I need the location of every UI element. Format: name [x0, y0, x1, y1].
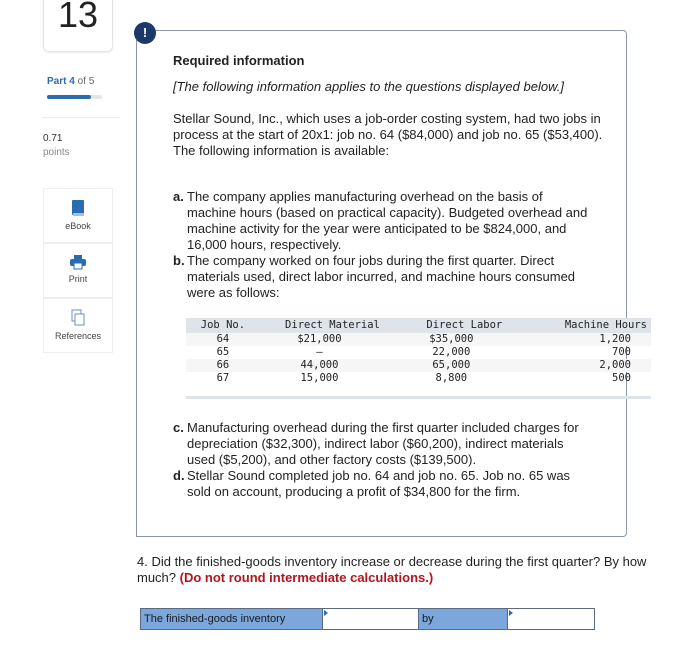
references-label: References	[54, 331, 102, 341]
header-direct-material: Direct Material	[260, 318, 405, 333]
table-cell: 15,000	[300, 372, 339, 384]
question-instruction: (Do not round intermediate calculations.)	[179, 570, 434, 585]
item-text: The company applies manufacturing overhead on the basis of machine hours (based on practical capacity). Budgeted overhead and machine activity for the year were anticipated to be $824,000, and 16,000 hours, respectively.	[187, 189, 588, 252]
info-note: [The following information applies to the questions displayed below.]	[173, 79, 564, 94]
references-button[interactable]	[43, 298, 113, 353]
table-row	[186, 359, 651, 372]
table-cell: 8,800	[435, 372, 468, 384]
header-machine-hours: Machine Hours	[524, 318, 651, 333]
table-cell: 22,000	[432, 346, 471, 358]
increase-decrease-dropdown[interactable]	[322, 609, 419, 629]
points	[43, 132, 70, 160]
header-job-no: Job No.	[186, 318, 260, 333]
print-button[interactable]	[43, 243, 113, 298]
list-item	[173, 189, 588, 253]
table-row	[186, 333, 651, 346]
table-cell: 64	[186, 333, 260, 346]
item-text: Stellar Sound completed job no. 64 and job no. 65. Job no. 65 was sold on account, producing a profit of $34,800 for the firm.	[187, 468, 571, 499]
table-cell: 44,000	[260, 359, 405, 372]
list-item	[173, 253, 588, 301]
table-footer-rule	[186, 396, 651, 399]
item-text: The company worked on four jobs during the first quarter. Direct materials used, direct labor incurred, and machine hours consumed were as follows:	[187, 253, 576, 300]
item-letter: a.	[173, 189, 184, 204]
timeline-line	[136, 40, 137, 537]
answer-row	[140, 608, 595, 630]
info-title: Required information	[173, 53, 305, 68]
points-value: 0.71	[43, 133, 63, 144]
item-text: Manufacturing overhead during the first quarter included charges for depreciation ($32,300), indirect labor ($60,200), indirect materials used ($5,200), and other factory costs ($139,500).	[187, 420, 579, 467]
table-cell: 1,200	[524, 333, 651, 346]
table-cell: 65,000	[405, 359, 523, 372]
header-direct-labor: Direct Labor	[405, 318, 523, 333]
table-cell: 700	[612, 346, 631, 358]
divider	[42, 117, 120, 118]
list-item	[173, 420, 588, 468]
ebook-button[interactable]	[43, 188, 113, 243]
part-label: Part 4	[47, 76, 75, 87]
item-letter: b.	[173, 253, 185, 268]
printer-icon	[69, 254, 87, 270]
list-item	[173, 468, 588, 500]
answer-label-inventory: The finished-goods inventory	[141, 609, 322, 629]
part-progress-bar	[47, 95, 102, 99]
amount-input[interactable]	[507, 609, 594, 629]
print-label: Print	[68, 274, 88, 284]
book-icon	[70, 199, 86, 217]
job-data-table	[186, 318, 651, 385]
table-row	[186, 346, 651, 359]
info-intro: Stellar Sound, Inc., which uses a job-order costing system, had two jobs in process at the start of 20x1: job no. 64 ($84,000) and job no. 65 ($53,400). The following information is available:	[173, 111, 603, 158]
table-row	[186, 372, 651, 385]
required-information-panel	[136, 30, 627, 537]
table-cell: 67	[216, 372, 230, 384]
question-number: 13	[43, 0, 113, 52]
answer-label-by: by	[419, 609, 507, 629]
alert-icon: !	[134, 22, 156, 44]
table-cell: 65	[216, 346, 230, 358]
question-text	[137, 554, 647, 586]
table-cell: 500	[612, 372, 631, 384]
ebook-label: eBook	[65, 221, 91, 231]
copy-icon	[70, 309, 86, 327]
progress-fill	[47, 95, 91, 99]
table-cell: $35,000	[405, 333, 523, 346]
info-list-cd	[173, 420, 588, 500]
question-body: 4. Did the finished-goods inventory increase or decrease during the first quarter? By how much?	[137, 554, 647, 585]
item-letter: d.	[173, 468, 185, 483]
part-indicator	[47, 76, 94, 87]
points-label: points	[43, 147, 70, 158]
table-cell: $21,000	[260, 333, 405, 346]
table-cell: –	[316, 346, 323, 358]
info-list-ab	[173, 189, 588, 301]
table-cell: 66	[186, 359, 260, 372]
table-cell: 2,000	[524, 359, 651, 372]
part-of: of 5	[77, 76, 95, 87]
item-letter: c.	[173, 420, 184, 435]
